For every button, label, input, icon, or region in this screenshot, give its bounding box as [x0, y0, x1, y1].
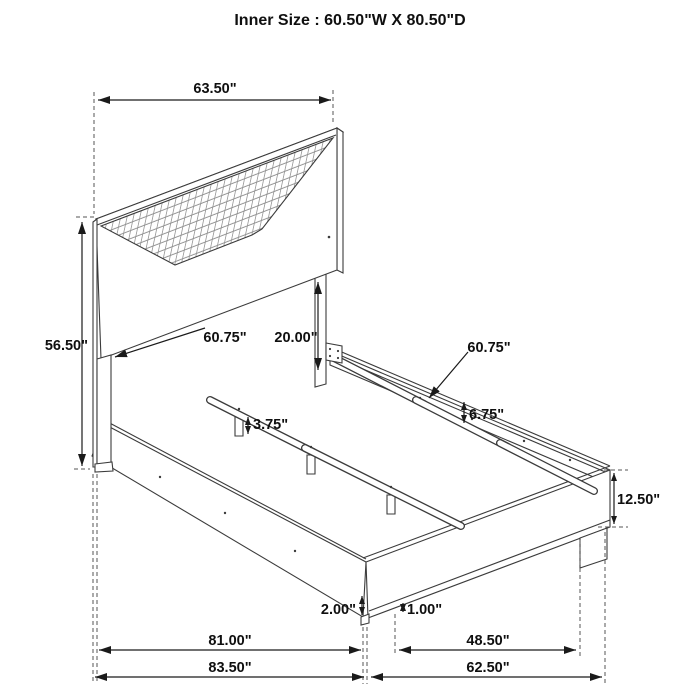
label-inner-length: 81.00" [208, 633, 252, 649]
leader-center-rail [429, 352, 468, 398]
left-side-rail [92, 420, 366, 617]
headboard-group [93, 128, 343, 472]
label-footboard-span: 48.50" [466, 633, 510, 649]
label-headboard-height: 56.50" [44, 338, 88, 354]
label-center-rail-length: 60.75" [467, 340, 511, 356]
label-headboard-panel-width: 60.75" [203, 330, 247, 346]
label-side-rail-height: 12.50" [617, 492, 661, 508]
headboard-left-foot [95, 462, 113, 472]
label-overall-length: 83.50" [208, 660, 252, 676]
label-footboard-width: 62.50" [466, 660, 510, 676]
headboard-left-leg [97, 355, 111, 467]
label-headboard-width: 63.50" [193, 81, 237, 97]
label-rail-drop: 6.75" [469, 407, 505, 423]
footboard [361, 466, 610, 625]
headboard-left-leg-side [93, 219, 97, 467]
diagram-title: Inner Size : 60.50"W X 80.50"D [234, 12, 466, 29]
frame-group [92, 347, 610, 625]
rail-bracket [326, 343, 342, 363]
label-base-trim: 1.00" [407, 602, 443, 618]
headboard-right-leg [315, 270, 326, 387]
label-leg-drop: 20.00" [274, 330, 318, 346]
headboard-right-edge [337, 128, 343, 273]
center-rail-right [334, 358, 594, 491]
label-floor-clearance: 2.00" [320, 602, 356, 618]
label-support-leg-height: 3.75" [253, 417, 289, 433]
rail-support-leg [387, 495, 395, 514]
rail-support-leg [307, 455, 315, 474]
